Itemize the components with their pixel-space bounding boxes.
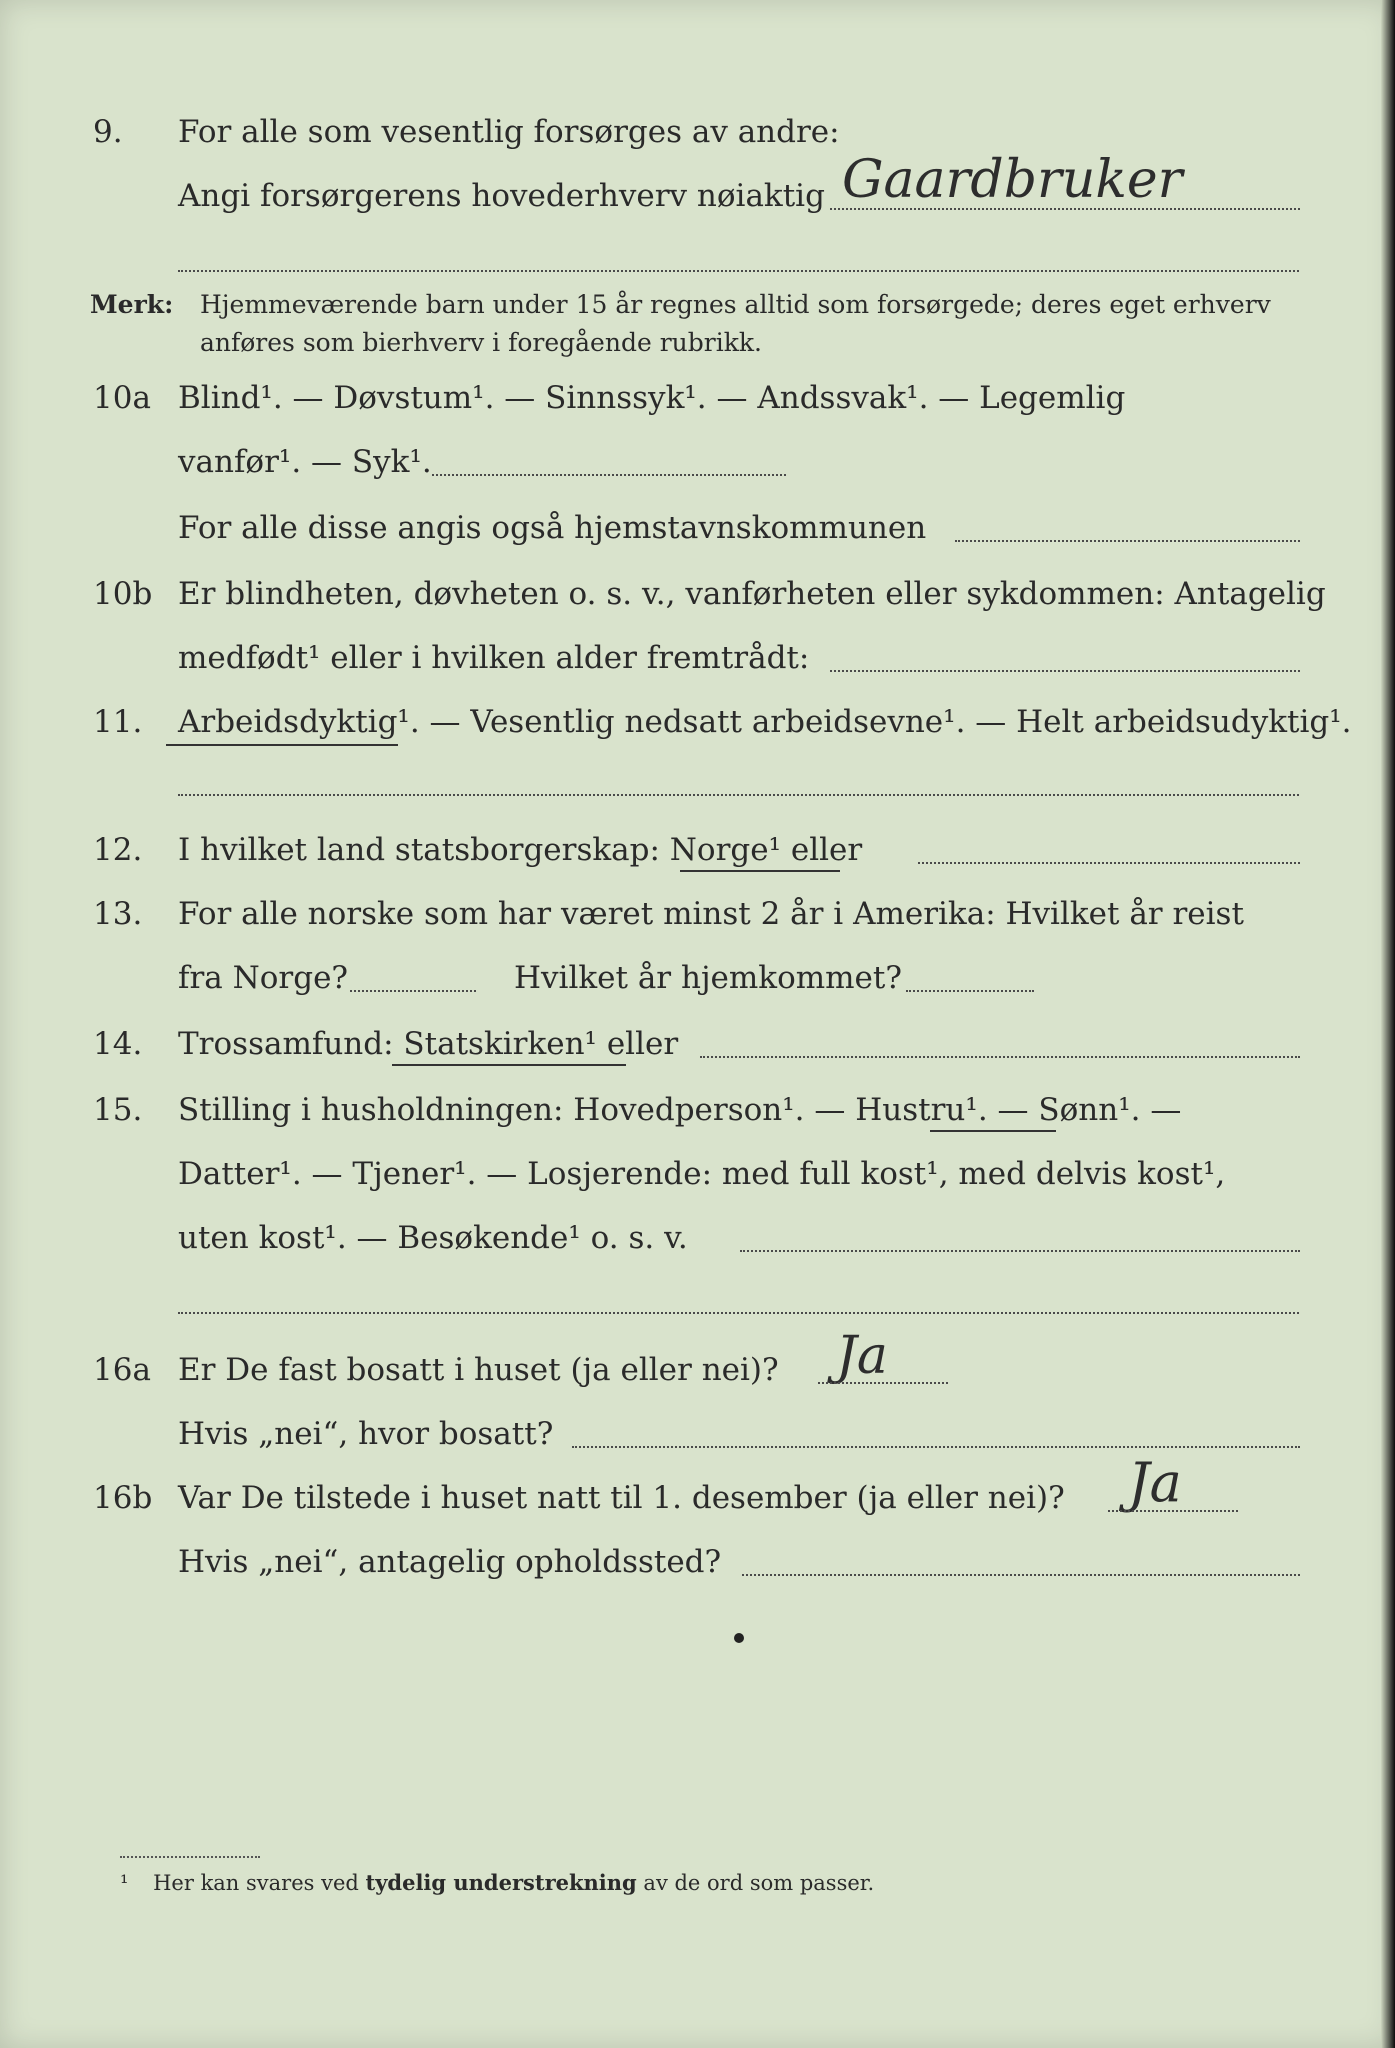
q10b-alder-line [830, 670, 1300, 672]
q16a-answer-line [818, 1382, 948, 1384]
q9-text2: Angi forsørgerens hovederhverv nøiaktig [178, 178, 825, 214]
footnote-rule [120, 1856, 260, 1858]
q13-text1: For alle norske som har været minst 2 år i Amerika: Hvilket år reist [178, 896, 1244, 932]
q9-number: 9. [93, 114, 123, 150]
q13-text2b: Hvilket år hjemkommet? [514, 960, 902, 996]
q11-text1: Arbeidsdyktig¹. — Vesentlig nedsatt arbeidsevne¹. — Helt arbeidsudyktig¹. [178, 704, 1352, 740]
q13-reist-line [350, 990, 476, 992]
q10a-text2: vanfør¹. — Syk¹. [178, 444, 432, 480]
q9-rule [178, 270, 1299, 272]
q16b-text1: Var De tilstede i huset natt til 1. desember (ja eller nei)? [178, 1480, 1065, 1516]
q16a-answer: Ja [836, 1326, 888, 1386]
footnote [120, 1868, 874, 1898]
q10a-text3: For alle disse angis også hjemstavnskommunen [178, 510, 927, 546]
q16b-answer: Ja [1128, 1451, 1182, 1514]
merk-text2: anføres som bierhverv i foregående rubrikk. [200, 328, 762, 357]
merk-label: Merk: [90, 290, 174, 319]
footnote-text-b: tydelig understrekning [365, 1870, 637, 1895]
q10a-number: 10a [93, 380, 151, 416]
q14-number: 14. [93, 1026, 143, 1062]
q15-osv-line [740, 1250, 1300, 1252]
footnote-mark: ¹ [120, 1871, 129, 1895]
q11-rule [178, 794, 1299, 796]
q16b-number: 16b [93, 1480, 153, 1516]
footnote-text-c: av de ord som passer. [636, 1871, 875, 1895]
q14-eller-line [700, 1056, 1300, 1058]
q16a-text2: Hvis „nei“, hvor bosatt? [178, 1416, 554, 1452]
q14-underline-statskirken [392, 1064, 626, 1066]
q13-number: 13. [93, 896, 143, 932]
q15-text3: uten kost¹. — Besøkende¹ o. s. v. [178, 1220, 688, 1256]
q10a-syk-line [432, 474, 786, 476]
footnote-text-a: Her kan svares ved [153, 1871, 366, 1895]
q16b-answer-line [1108, 1510, 1238, 1512]
merk-text1: Hjemmeværende barn under 15 år regnes alltid som forsørgede; deres eget erhverv [200, 290, 1271, 319]
q12-underline-norge [680, 870, 840, 872]
q10b-text1: Er blindheten, døvheten o. s. v., vanførheten eller sykdommen: Antagelig [178, 576, 1326, 612]
q11-number: 11. [93, 704, 143, 740]
q15-text2: Datter¹. — Tjener¹. — Losjerende: med full kost¹, med delvis kost¹, [178, 1156, 1226, 1192]
q14-text1: Trossamfund: Statskirken¹ eller [178, 1026, 679, 1062]
q15-rule [178, 1312, 1299, 1314]
q16b-text2: Hvis „nei“, antagelig opholdssted? [178, 1544, 722, 1580]
q16a-number: 16a [93, 1352, 151, 1388]
q11-underline-arbeidsdyktig [166, 744, 398, 746]
q16b-opholdssted-line [742, 1574, 1300, 1576]
q9-text1: For alle som vesentlig forsørges av andre: [178, 114, 840, 150]
q13-text2a: fra Norge? [178, 960, 349, 996]
page-edge-shadow [1381, 0, 1395, 2048]
q10a-hjemstavn-line [955, 540, 1300, 542]
q15-number: 15. [93, 1092, 143, 1128]
q16a-text1: Er De fast bosatt i huset (ja eller nei)? [178, 1352, 779, 1388]
q16a-bosatt-line [572, 1446, 1300, 1448]
q12-text1: I hvilket land statsborgerskap: Norge¹ eller [178, 832, 863, 868]
q15-underline-hustru [930, 1130, 1056, 1132]
ink-dot [734, 1633, 744, 1643]
q15-text1: Stilling i husholdningen: Hovedperson¹. — Hustru¹. — Sønn¹. — [178, 1092, 1182, 1128]
q13-hjemkommet-line [906, 990, 1034, 992]
q12-number: 12. [93, 832, 143, 868]
q10b-text2: medfødt¹ eller i hvilken alder fremtrådt: [178, 640, 810, 676]
q9-answer: Gaardbruker [842, 150, 1183, 210]
q10a-text1: Blind¹. — Døvstum¹. — Sinnssyk¹. — Andssvak¹. — Legemlig [178, 380, 1126, 416]
q10b-number: 10b [93, 576, 153, 612]
q12-eller-line [918, 862, 1300, 864]
